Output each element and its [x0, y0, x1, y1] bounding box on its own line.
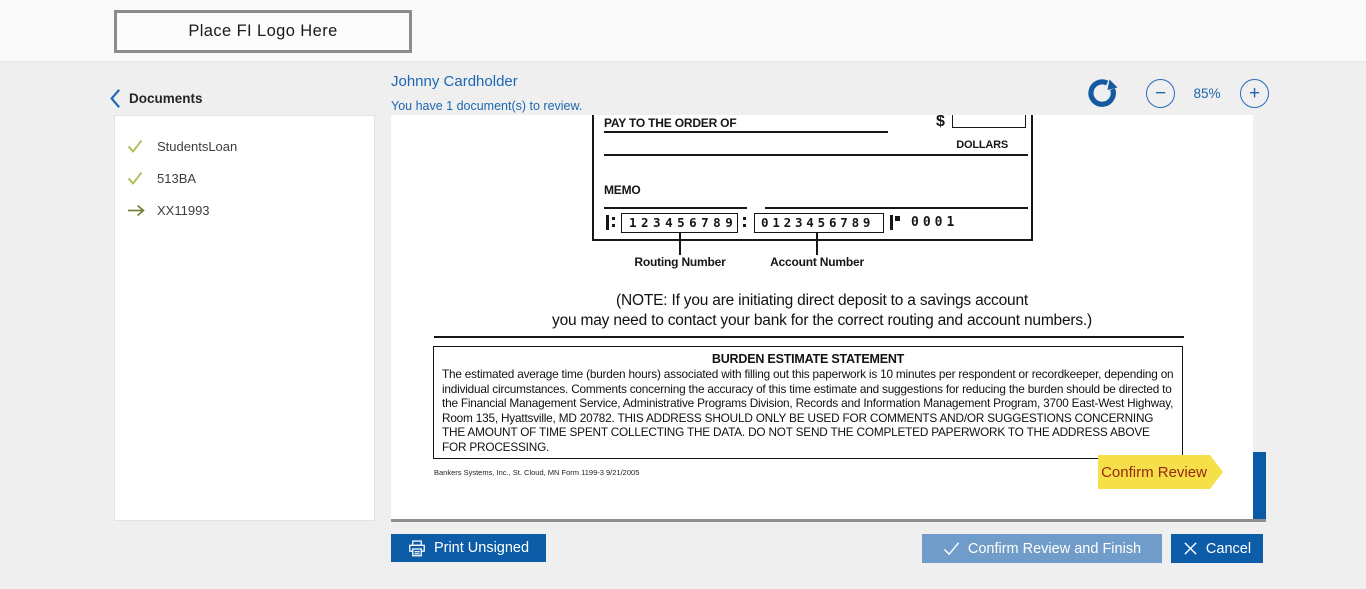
burden-body: The estimated average time (burden hours) associated with filling out this paperwork is 10 minutes per respondent or recordkeeper, depending on individual circumstances. Comments concerning the accuracy of this time estimate and suggestions for reducing the burden should be directed to the Financial Management Service, Administrative Programs Division, Records and Information Management Program, 3700 East-West Highway, Room 135, Hyattsville, MD 20782. THIS ADDRESS SHOULD ONLY BE USED FOR COMMENTS AND/OR SUGGESTIONS CONCERNING THE AMOUNT OF TIME SPENT COLLECTING THE DATA. DO NOT SEND THE COMPLETED PAPERWORK TO THE ADDRESS ABOVE FOR PROCESSING.	[442, 367, 1174, 454]
micr-on-us-symbol	[890, 215, 900, 230]
micr-transit-symbol	[606, 215, 616, 230]
zoom-in-button[interactable]	[1240, 79, 1269, 108]
confirm-review-tag[interactable]	[1098, 455, 1210, 489]
burden-title: BURDEN ESTIMATE STATEMENT	[711, 352, 905, 366]
cancel-button[interactable]	[1171, 534, 1263, 563]
routing-callout-line	[679, 233, 681, 255]
sidebar-item-studentsloan[interactable]	[115, 130, 374, 162]
check-icon	[127, 171, 149, 185]
pay-to-label: PAY TO THE ORDER OF	[604, 116, 737, 130]
document-label: 513BA	[157, 170, 197, 186]
form-footer-text: Bankers Systems, Inc., St. Cloud, MN Form 1199-3 9/21/2005	[434, 468, 640, 477]
account-callout-line	[816, 233, 818, 255]
savings-note	[391, 291, 1253, 330]
checkmark-icon	[943, 541, 960, 556]
fi-logo-text: Place FI Logo Here	[188, 22, 338, 40]
zoom-out-button[interactable]	[1146, 79, 1175, 108]
signature-field-tab[interactable]	[1253, 452, 1266, 519]
documents-back-control[interactable]	[110, 88, 203, 109]
burden-estimate-box	[433, 346, 1183, 459]
document-list	[115, 116, 374, 226]
sidebar-item-xx11993[interactable]	[115, 194, 374, 226]
memo-label: MEMO	[604, 183, 641, 197]
refresh-icon	[1086, 77, 1119, 110]
arrow-right-icon	[127, 204, 149, 217]
account-number-label: Account Number	[770, 255, 864, 269]
review-message: You have 1 document(s) to review.	[391, 99, 583, 113]
dollars-label: DOLLARS	[956, 139, 1008, 151]
cancel-label: Cancel	[1205, 540, 1252, 557]
plus-icon: +	[1248, 83, 1261, 104]
zoom-level: 85%	[1193, 86, 1221, 101]
user-block	[391, 73, 582, 113]
chevron-left-icon	[110, 88, 121, 109]
user-name: Johnny Cardholder	[391, 73, 518, 90]
check-right-border	[1031, 115, 1033, 240]
check-icon	[127, 139, 149, 153]
document-viewer	[391, 115, 1253, 519]
confirm-review-tag-label: Confirm Review	[1101, 463, 1207, 481]
memo-line	[604, 207, 747, 209]
account-number-value: 0123456789	[754, 213, 884, 233]
signature-line	[765, 207, 1028, 209]
note-line-2: you may need to contact your bank for the correct routing and account numbers.)	[552, 311, 1092, 329]
documents-sidebar	[114, 115, 375, 521]
fi-logo-placeholder	[114, 10, 412, 53]
section-divider	[434, 336, 1184, 338]
note-line-1: (NOTE: If you are initiating direct deposit to a savings account	[616, 292, 1028, 309]
pay-to-line	[604, 131, 888, 133]
document-label: StudentsLoan	[157, 138, 238, 154]
document-bottom-edge	[391, 519, 1266, 522]
amount-words-line	[604, 154, 1028, 156]
refresh-button[interactable]	[1086, 77, 1119, 110]
routing-number-value: 123456789	[621, 213, 738, 233]
check-left-border	[592, 115, 594, 240]
document-label: XX11993	[157, 202, 210, 218]
sidebar-item-513ba[interactable]	[115, 162, 374, 194]
check-bottom-border	[592, 239, 1033, 241]
close-icon	[1183, 541, 1198, 556]
minus-icon: −	[1154, 83, 1167, 104]
routing-number-label: Routing Number	[634, 255, 726, 269]
print-unsigned-button[interactable]	[391, 534, 546, 562]
dollar-sign: $	[936, 115, 945, 130]
check-number-value: 0001	[911, 215, 959, 230]
top-bar	[0, 0, 1366, 62]
printer-icon	[408, 540, 426, 557]
documents-back-label: Documents	[129, 91, 203, 106]
amount-box	[952, 115, 1026, 128]
micr-colon-symbol	[742, 215, 747, 230]
confirm-review-finish-label: Confirm Review and Finish	[967, 540, 1142, 557]
print-unsigned-label: Print Unsigned	[433, 540, 530, 556]
confirm-review-finish-button[interactable]	[922, 534, 1162, 563]
